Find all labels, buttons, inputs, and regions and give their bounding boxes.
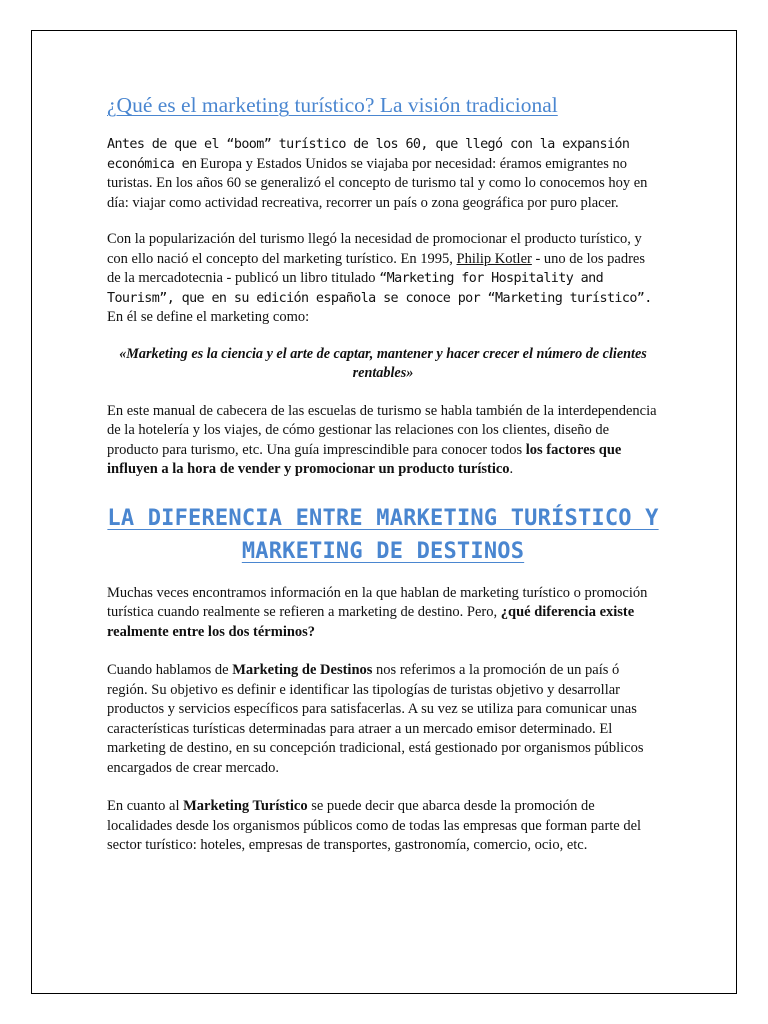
document-content xyxy=(107,91,659,856)
manual-text-end: . xyxy=(509,461,514,477)
book-title-text: “Marketing for Hospitality and Tourism”, que en su edición española se conoce por “Marketing turístico”. xyxy=(107,271,652,306)
tourism-text-start: En cuanto al xyxy=(107,798,184,814)
destinations-bold: Marketing de Destinos xyxy=(232,662,373,678)
tourism-marketing-paragraph xyxy=(107,797,659,856)
difference-text: Muchas veces encontramos información en la que hablan de marketing turístico o promoción turística cuando realmente se refieren a marketing de destino. Pero, xyxy=(107,584,648,620)
document-page xyxy=(31,30,737,994)
tourism-bold: Marketing Turístico xyxy=(183,798,308,814)
intro-paragraph xyxy=(107,135,659,213)
intro-text-mono: Antes de que el “boom” turístico de los 60, que llegó con la expansión económica en xyxy=(107,137,630,172)
kotler-text-2: - uno de los padres de la mercadotecnia - publicó un libro titulado xyxy=(107,250,645,286)
manual-paragraph xyxy=(107,402,659,480)
intro-text: Europa y Estados Unidos se viajaba por necesidad: éramos emigrantes no turistas. En los años 60 se generalizó el concepto de turismo tal y como lo conocemos hoy en día: viajar como actividad recreativa, recorrer un país o zona geográfica por puro placer. xyxy=(107,155,648,211)
section-heading: LA DIFERENCIA ENTRE MARKETING TURÍSTICO Y MARKETING DE DESTINOS xyxy=(107,505,659,564)
kotler-text-end: En él se define el marketing como: xyxy=(107,309,310,325)
philip-kotler-link[interactable]: Philip Kotler xyxy=(456,250,532,267)
destinations-text: nos referimos a la promoción de un país ó región. Su objetivo es definir e identificar las tipologías de turistas objetivo y desarrollar productos y servicios específicos para satisfacerlas. A su vez se utiliza para comunicar unas características turísticas determinadas para atraer a un mercado emisor determinado. El marketing de destino, en su concepción tradicional, está gestionado por organismos públicos encargados de crear mercado. xyxy=(107,662,644,776)
destinations-paragraph xyxy=(107,661,659,778)
manual-text: En este manual de cabecera de las escuelas de turismo se habla también de la interdependencia de la hotelería y los viajes, de cómo gestionar las relaciones con los clientes, diseño de producto para turismo, etc. Una guía imprescindible para conocer todos xyxy=(107,402,657,458)
marketing-quote: «Marketing es la ciencia y el arte de captar, mantener y hacer crecer el número de clientes rentables» xyxy=(119,345,647,381)
difference-paragraph xyxy=(107,584,659,643)
destinations-text-start: Cuando hablamos de xyxy=(107,662,233,678)
difference-question: ¿qué diferencia existe realmente entre los dos términos? xyxy=(107,604,635,640)
tourism-text: se puede decir que abarca desde la promoción de localidades desde los organismos públicos como de todas las empresas que forman parte del sector turístico: hoteles, empresas de transportes, gastronomía, comercio, ocio, etc. xyxy=(107,798,642,853)
manual-bold-text: los factores que influyen a la hora de vender y promocionar un producto turístico xyxy=(107,441,622,477)
kotler-paragraph xyxy=(107,230,659,328)
kotler-text: Con la popularización del turismo llegó la necesidad de promocionar el producto turístico, y con ello nació el concepto del marketing turístico. En 1995, xyxy=(107,231,642,267)
page-title: ¿Qué es el marketing turístico? La visión tradicional xyxy=(107,93,558,117)
